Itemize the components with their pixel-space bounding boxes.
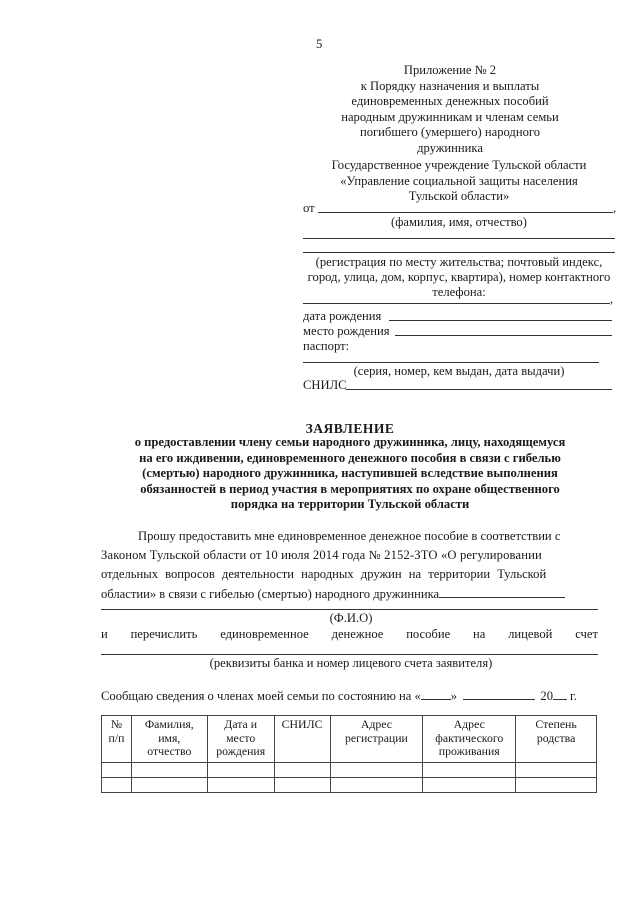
body-text: отдельных вопросов деятельности народных дружин на территории Тульской [101,567,547,581]
transfer-word: единовременное [220,627,309,641]
header-line: Адрес [360,717,393,731]
appendix-block [300,63,600,157]
body-line-4 [101,584,599,604]
table-cell[interactable] [516,778,597,793]
phone-field[interactable] [303,303,610,304]
table-cell[interactable] [330,778,423,793]
header-line: регистрации [344,730,408,745]
fio-line[interactable] [101,609,598,610]
table-cell[interactable] [423,763,516,778]
family-suffix: г. [570,689,577,703]
table-cell[interactable] [330,763,423,778]
col-header-birth [207,716,274,763]
appendix-line: единовременных денежных пособий [351,94,549,109]
dead-person-fio-field[interactable] [439,584,565,598]
body-text: Законом Тульской области от 10 июля 2014 года № 2152-ЗТО «О регулировании [101,548,542,562]
transfer-word: на [472,627,486,641]
header-line: Дата и [224,717,258,731]
subtitle-line: на его иждивении, единовременного денежного пособия в связи с гибелью [139,450,561,465]
col-header-registration [330,716,423,763]
body-text: Прошу предоставить мне единовременное денежное пособие в соответствии с [138,529,561,543]
body-line-1 [101,527,599,546]
addressee-line: Тульской области» [408,189,510,204]
subtitle-line: порядка на территории Тульской области [230,497,470,512]
table-cell[interactable] [131,763,207,778]
appendix-line: народным дружинникам и членам семьи [341,109,559,124]
col-header-fio [131,716,207,763]
appendix-line: погибшего (умершего) народного [359,125,541,140]
subtitle-line: о предоставлении члену семьи народного дружинника, лицу, находящемуся [134,435,566,449]
table-cell[interactable] [423,778,516,793]
address-field-1[interactable] [303,238,615,239]
month-field[interactable] [463,686,535,700]
family-prefix: Сообщаю сведения о членах моей семьи по состоянию на « [101,689,421,703]
transfer-word: счет [575,627,598,641]
header-line: проживания [438,744,500,758]
transfer-word: перечислить [130,627,198,641]
appendix-line: Приложение № 2 [403,63,497,77]
col-header-snils [274,716,330,763]
bank-hint: (реквизиты банка и номер лицевого счета заявителя) [209,656,493,670]
table-cell[interactable] [207,778,274,793]
transfer-word: денежное [331,627,384,641]
year-field[interactable] [553,686,567,700]
passport-hint: (серия, номер, кем выдан, дата выдачи) [353,364,565,378]
subtitle-line: обязанностей в период участия в мероприятиях по охране общественного [140,481,560,496]
addressee-line: «Управление социальной защиты населения [340,173,578,188]
header-line: № [110,717,123,731]
header-line: фактического [435,730,504,745]
header-line: отчество [147,744,192,758]
header-line: СНИЛС [281,717,323,731]
table-cell[interactable] [516,763,597,778]
statement-subtitle [90,435,610,513]
table-row [102,763,597,778]
header-line: Адрес [453,717,485,731]
subtitle-line: (смертью) народного дружинника, наступившей вследствие выполнения [142,466,558,481]
header-line: родства [536,730,576,745]
body-paragraph [101,527,599,604]
snils-label: СНИЛС [303,378,347,392]
birth-date-label: дата рождения [303,309,382,323]
family-mid: » [450,689,458,703]
birth-place-label: место рождения [303,324,390,338]
header-line: п/п [108,730,125,745]
transfer-word: и [101,627,108,641]
transfer-word: пособие [406,627,451,641]
table-cell[interactable] [102,763,132,778]
birth-place-field[interactable] [395,335,612,336]
statement-title: ЗАЯВЛЕНИЕ [305,421,395,436]
body-line-2 [101,546,599,565]
addressee-line: Государственное учреждение Тульской области [331,158,587,172]
body-text: областии» в связи с гибелью (смертью) народного дружинника [101,587,440,601]
birth-date-field[interactable] [389,320,612,321]
family-year: 20 [540,689,553,703]
registration-hint-line: (регистрация по месту жительства; почтовый индекс, [315,255,603,269]
transfer-line [101,627,598,642]
table-cell[interactable] [102,778,132,793]
col-header-number [102,716,132,763]
col-header-relation [516,716,597,763]
addressee-block [306,158,612,205]
table-cell[interactable] [274,763,330,778]
appendix-line: к Порядку назначения и выплаты [360,78,540,93]
table-cell[interactable] [274,778,330,793]
table-header-row [102,716,597,763]
registration-hint-line: телефона: [432,285,486,299]
header-line: место [226,730,256,745]
table-cell[interactable] [207,763,274,778]
header-line: рождения [216,744,266,758]
table-cell[interactable] [131,778,207,793]
family-table [101,715,597,793]
phone-end: , [610,292,614,306]
table-row [102,778,597,793]
day-field[interactable] [421,686,451,700]
body-line-3 [101,565,599,584]
registration-hint [300,255,618,300]
from-label: от [303,201,315,215]
passport-field[interactable] [303,362,599,363]
family-info-line [101,686,577,704]
from-end: , [613,201,617,215]
transfer-word: лицевой [508,627,553,641]
fio-hint: (фамилия, имя, отчество) [391,215,527,229]
fio-hint-2: (Ф.И.О) [329,611,373,625]
header-line: имя, [158,730,181,745]
col-header-residence [423,716,516,763]
passport-label: паспорт: [303,339,350,353]
bank-line[interactable] [101,654,598,655]
from-field[interactable] [318,212,613,213]
header-line: Фамилия, [144,717,194,731]
page-number: 5 [316,37,323,51]
appendix-line: дружинника [417,140,483,155]
snils-field[interactable] [346,389,612,390]
header-line: Степень [535,717,577,731]
address-field-2[interactable] [303,252,615,253]
registration-hint-line: город, улица, дом, корпус, квартира), номер контактного [307,270,611,284]
